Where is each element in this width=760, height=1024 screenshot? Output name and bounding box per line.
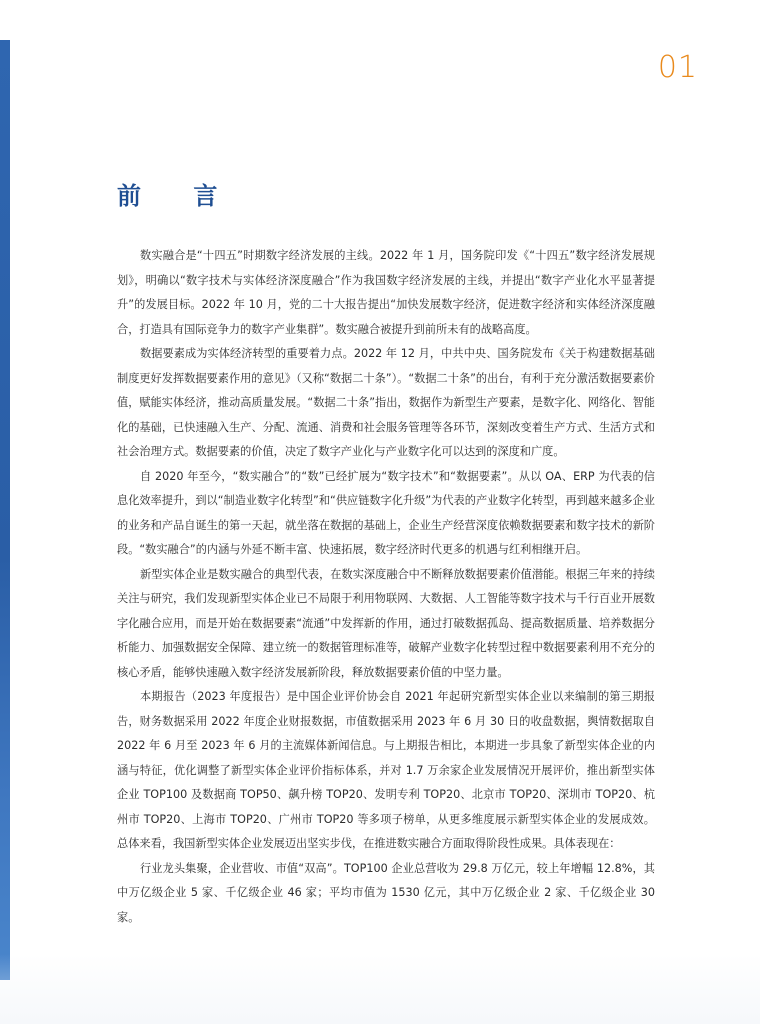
paragraph: 行业龙头集聚，企业营收、市值“双高”。TOP100 企业总营收为 29.8 万亿元，较上年增幅 12.8%，其中万亿级企业 5 家、千亿级企业 46 家；平均市值为 1530 亿元，其中万亿级企业 2 家、千亿级企业 30 家。 (117, 861, 655, 924)
page-title: 前 言 (117, 182, 240, 210)
left-accent-bar (0, 40, 10, 980)
page-number: 01 (657, 50, 698, 85)
paragraph: 新型实体企业是数实融合的典型代表，在数实深度融合中不断释放数据要素价值潜能。根据三年来的持续关注与研究，我们发现新型实体企业已不局限于利用物联网、大数据、人工智能等数字技术与千行百业开展数字化融合应用，而是开始在数据要素“流通”中发挥新的作用，通过打破数据孤岛、提高数据质量、培养数据分析能力、加强数据安全保障、建立统一的数据管理标准等，破解产业数字化转型过程中数据要素利用不充分的核心矛盾，能够快速融入数字经济发展新阶段，释放数据要素价值的中坚力量。 (117, 567, 655, 679)
paragraph: 本期报告（2023 年度报告）是中国企业评价协会自 2021 年起研究新型实体企业以来编制的第三期报告，财务数据采用 2022 年度企业财报数据，市值数据采用 2023 年 6 月 30 日的收盘数据，舆情数据取自 2022 年 6 月至 2023 年 6 月的主流媒体新闻信息。与上期报告相比，本期进一步具象了新型实体企业的内涵与特征，优化调整了新型实体企业评价指标体系，并对 1.7 万余家企业发展情况开展评价，推出新型实体企业 TOP100 及数据商 TOP50、飙升榜 TOP20、发明专利 TOP20、北京市 TOP20、深圳市 TOP20、杭州市 TOP20、上海市 TOP20、广州市 TOP20 等多项子榜单，从更多维度展示新型实体企业的发展成效。总体来看，我国新型实体企业发展迈出坚实步伐，在推进数实融合方面取得阶段性成果。具体表现在： (117, 690, 655, 850)
paragraph: 数据要素成为实体经济转型的重要着力点。2022 年 12 月，中共中央、国务院发布《关于构建数据基础制度更好发挥数据要素作用的意见》（又称“数据二十条”）。“数据二十条”的出台，有利于充分激活数据要素价值，赋能实体经济，推动高质量发展。“数据二十条”指出，数据作为新型生产要素，是数字化、网络化、智能化的基础，已快速融入生产、分配、流通、消费和社会服务管理等各环节，深刻改变着生产方式、生活方式和社会治理方式。数据要素的价值，决定了数字产业化与产业数字化可以达到的深度和广度。 (117, 347, 655, 458)
paragraph: 数实融合是“十四五”时期数字经济发展的主线。2022 年 1 月，国务院印发《“十四五”数字经济发展规划》，明确以“数字技术与实体经济深度融合”作为我国数字经济发展的主线，并提出“数字产业化水平显著提升”的发展目标。2022 年 10 月，党的二十大报告提出“加快发展数字经济，促进数字经济和实体经济深度融合，打造具有国际竞争力的数字产业集群”。数实融合被提升到前所未有的战略高度。 (117, 249, 655, 336)
bottom-fade (0, 954, 760, 1024)
paragraph: 自 2020 年至今，“数实融合”的“数”已经扩展为“数字技术”和“数据要素”。从以 OA、ERP 为代表的信息化效率提升，到以“制造业数字化转型”和“供应链数字化升级”为代表的产业数字化转型，再到越来越多企业的业务和产品自诞生的第一天起，就坐落在数据的基础上，企业生产经营深度依赖数据要素和数字技术的新阶段。“数实融合”的内涵与外延不断丰富、快速拓展，数字经济时代更多的机遇与红利相继开启。 (117, 469, 655, 556)
body-text (117, 244, 655, 930)
